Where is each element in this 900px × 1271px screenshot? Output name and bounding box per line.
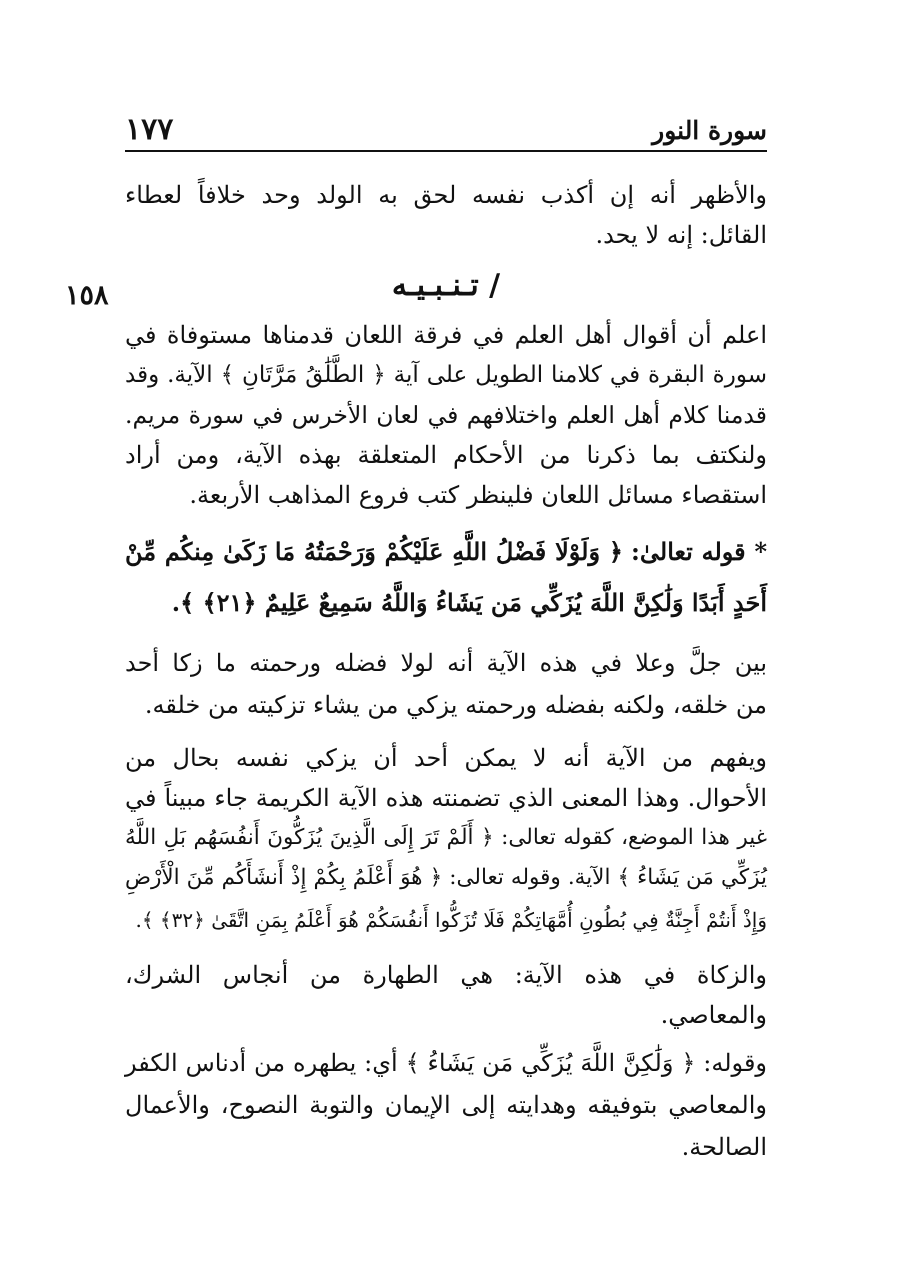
notice-line-2: سورة البقرة في كلامنا الطويل على آية ﴿ الطَّلَٰقُ مَرَّتَانِ ﴾ الآية. وقد [125,362,767,388]
explain-line-1: بين جلَّ وعلا في هذه الآية أنه لولا فضله ورحمته ما زكا أحد [125,649,767,677]
verse-line-1 [125,532,767,572]
notice-line-4: ولنكتف بما ذكرنا من الأحكام المتعلقة بهذه الآية، ومن أراد [125,441,767,469]
verse-label: * قوله تعالىٰ: [631,537,768,566]
qawluhu-line-3: الصالحة. [681,1133,767,1161]
page-number: ١٧٧ [125,112,174,147]
surah-title: سورة النور [652,116,767,145]
notice-line-5: استقصاء مسائل اللعان فلينظر كتب فروع المذاهب الأربعة. [189,481,767,509]
section-heading: / تـنـبـيـه [391,268,501,303]
verse-text-1: ﴿ وَلَوْلَا فَضْلُ اللَّهِ عَلَيْكُمْ وَرَحْمَتُهُ مَا زَكَىٰ مِنكُم مِّنْ [125,537,623,566]
intro-line-2: القائل: إنه لا يحد. [595,221,767,249]
qawluhu-line-2: والمعاصي بتوفيقه وهدايته إلى الإيمان والتوبة النصوح، والأعمال [125,1091,767,1119]
understood-line-2: الأحوال. وهذا المعنى الذي تضمنته هذه الآية الكريمة جاء مبيناً في [125,784,767,812]
understood-line-4: يُزَكِّي مَن يَشَاءُ ﴾ الآية. وقوله تعالى: ﴿ هُوَ أَعْلَمُ بِكُمْ إِذْ أَنشَأَكُم مِّنَ الْأَرْضِ [125,865,767,890]
verse-line-2 [125,583,767,623]
zakat-line-2: والمعاصي. [660,1001,767,1029]
notice-line-1: اعلم أن أقوال أهل العلم في فرقة اللعان قدمناها مستوفاة في [125,321,767,349]
understood-line-1: ويفهم من الآية أنه لا يمكن أحد أن يزكي نفسه بحال من [125,744,767,772]
understood-line-5: وَإِذْ أَنتُمْ أَجِنَّةٌ فِي بُطُونِ أُمَّهَاتِكُمْ فَلَا تُزَكُّوا أَنفُسَكُمْ هُوَ أَعْلَمُ بِمَنِ اتَّقَىٰ ﴿٣٢﴾ ﴾. [135,908,767,932]
understood-line-3: غير هذا الموضع، كقوله تعالى: ﴿ أَلَمْ تَرَ إِلَى الَّذِينَ يُزَكُّونَ أَنفُسَهُم بَلِ اللَّهُ [125,825,767,850]
verse-text-2: أَحَدٍ أَبَدًا وَلَٰكِنَّ اللَّهَ يُزَكِّي مَن يَشَاءُ وَاللَّهُ سَمِيعٌ عَلِيمٌ ﴿٢١﴾ ﴾. [171,588,767,617]
qawluhu-line-1: وقوله: ﴿ وَلَٰكِنَّ اللَّهَ يُزَكِّي مَن يَشَاءُ ﴾ أي: يطهره من أدناس الكفر [125,1049,767,1077]
zakat-line-1: والزكاة في هذه الآية: هي الطهارة من أنجاس الشرك، [125,961,767,989]
margin-page-number: ١٥٨ [65,280,109,311]
explain-line-2: من خلقه، ولكنه بفضله ورحمته يزكي من يشاء تزكيته من خلقه. [144,691,767,719]
page-header [125,110,767,152]
notice-line-3: قدمنا كلام أهل العلم واختلافهم في لعان الأخرس في سورة مريم. [125,401,767,429]
intro-line-1: والأظهر أنه إن أكذب نفسه لحق به الولد وحد خلافاً لعطاء [125,181,768,209]
